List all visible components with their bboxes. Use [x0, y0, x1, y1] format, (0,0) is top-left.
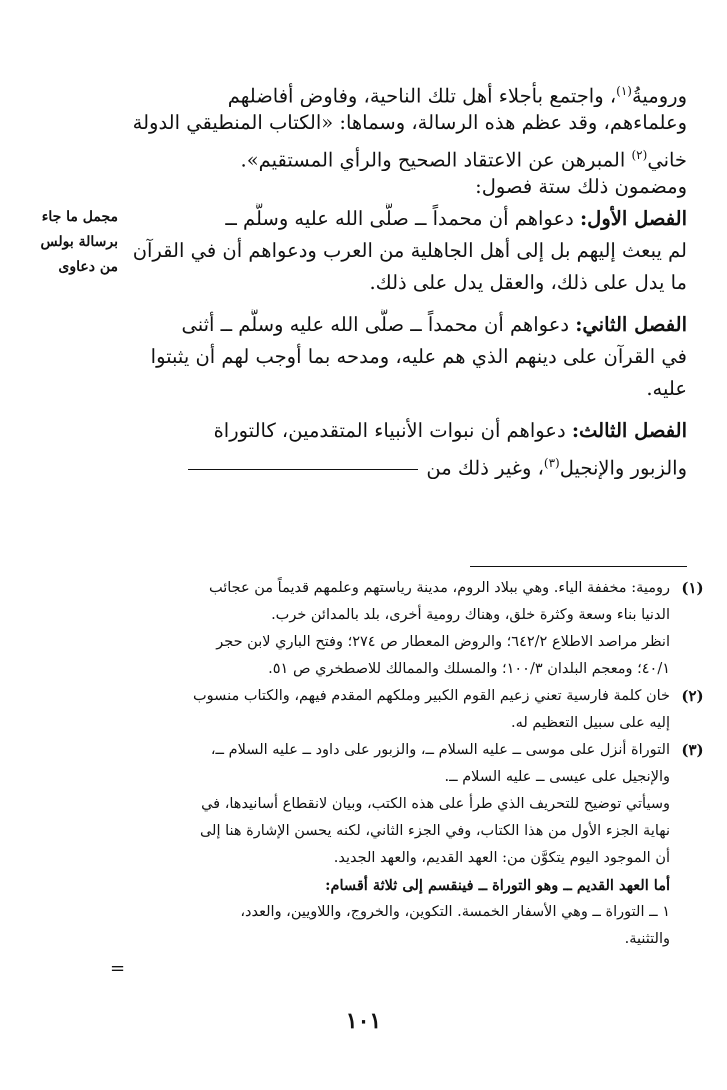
footnote-1	[100, 575, 715, 629]
footnote-ref-1: (١)	[616, 84, 632, 98]
text-line: وعلماءهم، وقد عظم هذه الرسالة، وسماها: «الكتاب المنطيقي الدولة	[132, 111, 687, 134]
main-text	[130, 75, 687, 479]
text-line: وروميةُ$^{(١)}$، واجتمع بأجلاء أهل تلك الناحية، وفاوض أفاضلهم	[227, 84, 687, 107]
text-line: خاني$^{(٢)}$ المبرهن عن الاعتقاد الصحيح والرأي المستقيم».	[240, 148, 687, 171]
footnote-line: ١ ــ التوراة ــ وهي الأسفار الخمسة. التكوين، والخروج، واللاويين، والعدد،	[240, 904, 670, 920]
margin-note	[8, 205, 118, 280]
footnote-line: انظر مراصد الاطلاع ٦٤٢/٢؛ والروض المعطار ص ٢٧٤؛ وفتح الباري لابن حجر	[216, 634, 670, 650]
footnote-line: الدنيا بناء وسعة وكثرة خلق، وهناك رومية أخرى، بلد بالمدائن خرب.	[271, 607, 670, 623]
footnote-line: وسيأتي توضيح للتحريف الذي طرأ على هذه الكتب، وبيان لانقطاع أسانيدها، في	[201, 796, 670, 812]
chapter-heading: الفصل الثاني:	[575, 313, 687, 336]
chapter-heading: الفصل الثالث:	[571, 419, 687, 442]
text-line: ومضمون ذلك ستة فصول:	[475, 175, 687, 198]
margin-note-line: برسالة بولس	[40, 234, 118, 250]
text-line: عليه.	[646, 377, 687, 400]
footnote-number: (٢)	[681, 687, 704, 705]
text-line: لم يبعث إليهم بل إلى أهل الجاهلية من العرب ودعواهم أن في القرآن	[132, 239, 687, 262]
footnote-line: ٤٠/١؛ ومعجم البلدان ١٠٠/٣؛ والمسلك والممالك للاصطخري ص ٥١.	[268, 661, 670, 677]
footnote-line: أن الموجود اليوم يتكوَّن من: العهد القديم، والعهد الجديد.	[333, 850, 670, 866]
continuation-line	[188, 469, 418, 470]
footnote-line: أما العهد القديم ــ وهو التوراة ــ فينقسم إلى ثلاثة أقسام:	[325, 877, 670, 894]
footnote-line: والتثنية.	[624, 931, 670, 947]
page-number: ١٠١	[345, 1008, 382, 1034]
footnotes	[100, 575, 715, 953]
chapter-one: الفصل الأول: دعواهم أن محمداً ــ صلَّى الله عليه وسلَّم ــ	[225, 207, 687, 230]
footnote-number: (١)	[681, 579, 704, 597]
footnote-2	[100, 683, 715, 737]
footnote-line: إليه على سبيل التعظيم له.	[511, 715, 670, 731]
footnote-3	[100, 737, 715, 791]
footnote-line: نهاية الجزء الأول من هذا الكتاب، وفي الجزء الثاني، لكنه يحسن الإشارة هنا إلى	[199, 823, 670, 839]
text-line: والزبور والإنجيل$^{(٣)}$، وغير ذلك من	[130, 447, 687, 479]
chapter-heading: الفصل الأول:	[579, 207, 687, 230]
footnote-ref-3: (٣)	[543, 456, 560, 470]
footnote-line: خان كلمة فارسية تعني زعيم القوم الكبير وملكهم المقدم فيهم، والكتاب منسوب	[193, 688, 670, 704]
text-line: ما يدل على ذلك، والعقل يدل على ذلك.	[369, 271, 687, 294]
chapter-two: الفصل الثاني: دعواهم أن محمداً ــ صلَّى الله عليه وسلَّم ــ أثنى	[181, 313, 687, 336]
footnote-line: التوراة أنزل على موسى ــ عليه السلام ــ، والزبور على داود ــ عليه السلام ــ،	[210, 742, 670, 758]
footnote-ref-2: (٢)	[631, 148, 648, 162]
footnote-line: رومية: مخففة الياء. وهي ببلاد الروم، مدينة رياستهم وعلمهم قديماً من عجائب	[208, 580, 670, 596]
continuation-mark: =	[110, 958, 126, 979]
margin-note-line: من دعاوى	[58, 259, 118, 275]
footnote-separator	[470, 566, 687, 567]
footnote-number: (٣)	[681, 741, 704, 759]
text-line: في القرآن على دينهم الذي هم عليه، ومدحه بما أوجب لهم أن يثبتوا	[150, 345, 687, 368]
margin-note-line: مجمل ما جاء	[41, 209, 118, 225]
footnote-line: والإنجيل على عيسى ــ عليه السلام ــ.	[444, 769, 670, 785]
chapter-three: الفصل الثالث: دعواهم أن نبوات الأنبياء المتقدمين، كالتوراة	[213, 419, 687, 442]
